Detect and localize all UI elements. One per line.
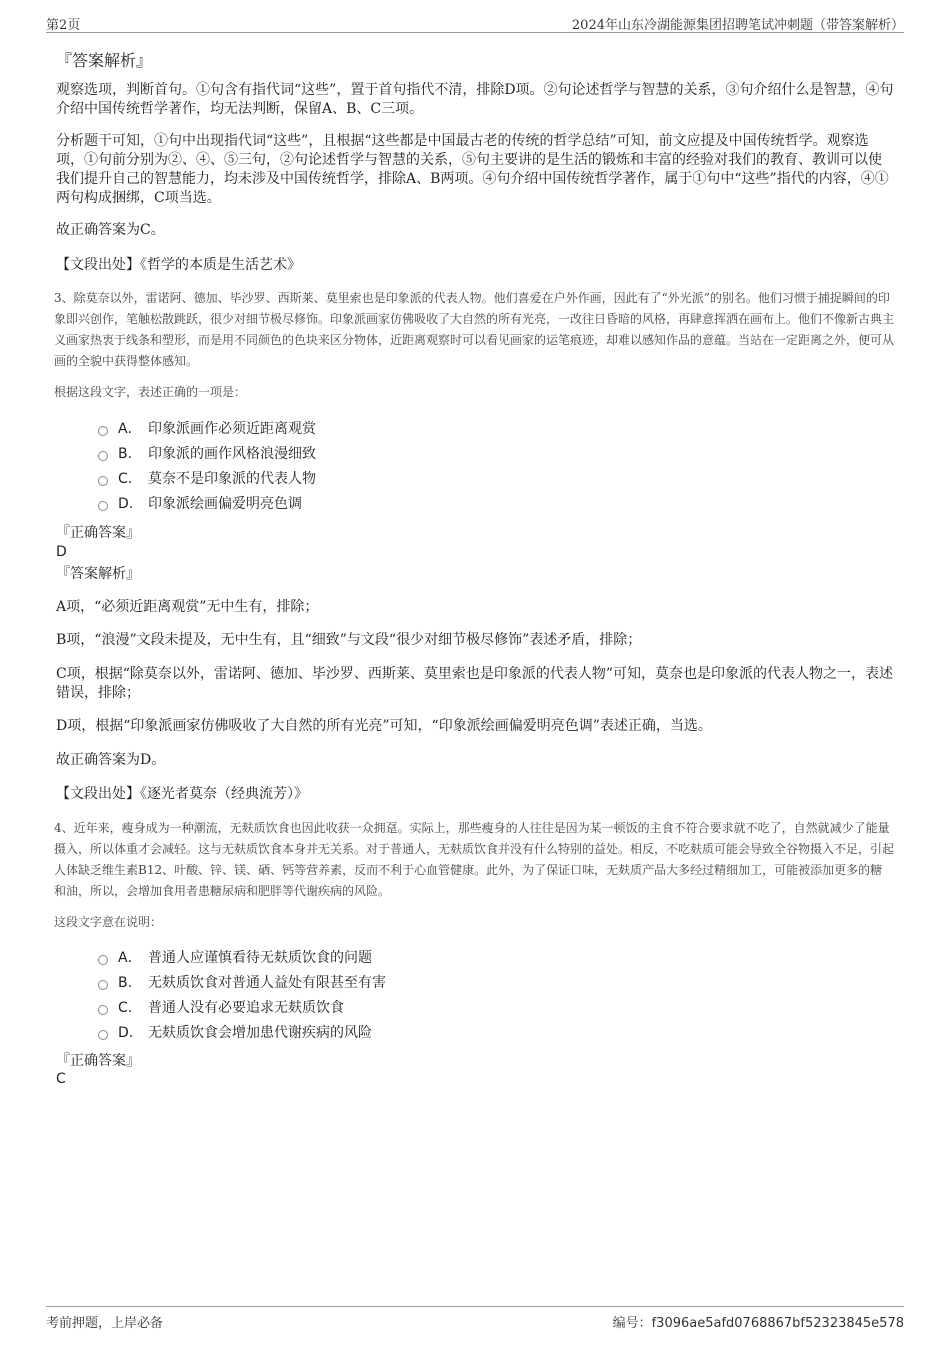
q3-prompt: 根据这段文字，表述正确的一项是： bbox=[54, 385, 247, 399]
q3-stem: 3、除莫奈以外，雷诺阿、德加、毕沙罗、西斯莱、莫里索也是印象派的代表人物。他们喜爱在户外作画，因此有了“外光派”的别名。他们习惯于捕捉瞬间的印象即兴创作，笔触松散跳跃，很少对细节极尽修饰。印象派画家仿佛吸收了大自然的所有光亮，一改往日昏暗的风格，再肆意挥洒在画布上。他们不像新古典主义画家热衷于线条和塑形，而是用不同颜色的色块来区分物体，近距离观察时可以看见画家的运笔痕迹，却难以感知作品的意蕴。当站在一定距离之外，便可从画的全貌中获得整体感知。 bbox=[54, 291, 895, 368]
page-number: 第2页 bbox=[46, 18, 81, 33]
q3-answer-label: 『正确答案』 bbox=[56, 525, 140, 541]
q3-options bbox=[98, 417, 894, 517]
q2-source: 【文段出处】《哲学的本质是生活艺术》 bbox=[56, 257, 301, 273]
q4-answer-label: 『正确答案』 bbox=[56, 1053, 140, 1069]
q4-option-c[interactable]: C. 普通人没有必要追求无麸质饮食 bbox=[98, 996, 894, 1021]
radio-button-icon[interactable] bbox=[98, 980, 108, 990]
q4-prompt: 这段文字意在说明： bbox=[54, 915, 163, 929]
radio-button-icon[interactable] bbox=[98, 1030, 108, 1040]
radio-button-icon[interactable] bbox=[98, 501, 108, 511]
document-title: 2024年山东冷湖能源集团招聘笔试冲刺题（带答案解析） bbox=[571, 18, 904, 33]
q3-option-b[interactable]: B. 印象派的画作风格浪漫细致 bbox=[98, 442, 894, 467]
radio-button-icon[interactable] bbox=[98, 476, 108, 486]
q2-analysis-paragraph-1: 观察选项，判断首句。①句含有指代词“这些”，置于首句指代不清，排除D项。②句论述哲学与智慧的关系，③句介绍什么是智慧，④句介绍中国传统哲学著作，均无法判断，保留A、B、C三项。 bbox=[56, 82, 894, 117]
q3-source: 【文段出处】《逐光者莫奈（经典流芳）》 bbox=[56, 786, 308, 802]
q4-stem: 4、近年来，瘦身成为一种潮流，无麸质饮食也因此收获一众拥趸。实际上，那些瘦身的人往往是因为某一顿饭的主食不符合要求就不吃了，自然就减少了能量摄入，所以体重才会减轻。这与无麸质饮食本身并无关系。对于普通人，无麸质饮食并没有什么特别的益处。相反，不吃麸质可能会导致全谷物摄入不足，引起人体缺乏维生素B12、叶酸、锌、镁、硒、钙等营养素，反而不利于心血管健康。此外，为了保证口味，无麸质产品大多经过精细加工，可能被添加更多的糖和油，所以，会增加食用者患糖尿病和肥胖等代谢疾病的风险。 bbox=[54, 821, 895, 898]
radio-button-icon[interactable] bbox=[98, 955, 108, 965]
q3-analysis-b: B项，“浪漫”文段未提及，无中生有，且“细致”与文段“很少对细节极尽修饰”表述矛盾，排除； bbox=[56, 632, 642, 648]
q3-analysis-label: 『答案解析』 bbox=[56, 566, 140, 582]
q3-conclusion: 故正确答案为D。 bbox=[56, 752, 166, 768]
q2-conclusion: 故正确答案为C。 bbox=[56, 222, 165, 238]
q2-analysis-label: 『答案解析』 bbox=[56, 51, 153, 70]
footer-slogan: 考前押题，上岸必备 bbox=[46, 1316, 164, 1331]
q3-analysis-c: C项，根据“除莫奈以外，雷诺阿、德加、毕沙罗、西斯莱、莫里索也是印象派的代表人物”可知，莫奈也是印象派的代表人物之一，表述错误，排除； bbox=[56, 666, 894, 701]
q3-option-d[interactable]: D. 印象派绘画偏爱明亮色调 bbox=[98, 492, 894, 517]
q4-options bbox=[98, 946, 894, 1046]
page-header bbox=[46, 12, 904, 33]
q3-answer: D bbox=[56, 544, 67, 560]
q2-analysis-paragraph-2: 分析题干可知，①句中出现指代词“这些”，且根据“这些都是中国最古老的传统的哲学总结”可知，前文应提及中国传统哲学。观察选项，①句前分别为②、④、⑤三句，②句论述哲学与智慧的关系，⑤句主要讲的是生活的锻炼和丰富的经验对我们的教育、教训可以使我们提升自己的智慧能力，均未涉及中国传统哲学，排除A、B两项。④句介绍中国传统哲学著作，属于①句中“这些”指代的内容，④①两句构成捆绑，C项当选。 bbox=[56, 133, 889, 206]
radio-button-icon[interactable] bbox=[98, 1005, 108, 1015]
radio-button-icon[interactable] bbox=[98, 426, 108, 436]
q3-analysis-d: D项，根据“印象派画家仿佛吸收了大自然的所有光亮”可知，“印象派绘画偏爱明亮色调”表述正确，当选。 bbox=[56, 718, 712, 734]
q3-analysis-a: A项，“必须近距离观赏”无中生有，排除； bbox=[56, 599, 319, 615]
q4-option-a[interactable]: A． 普通人应谨慎看待无麸质饮食的问题 bbox=[98, 946, 894, 971]
q4-option-b[interactable]: B. 无麸质饮食对普通人益处有限甚至有害 bbox=[98, 971, 894, 996]
radio-button-icon[interactable] bbox=[98, 451, 108, 461]
page-footer bbox=[46, 1306, 904, 1329]
q3-option-a[interactable]: A． 印象派画作必须近距离观赏 bbox=[98, 417, 894, 442]
q3-option-c[interactable]: C. 莫奈不是印象派的代表人物 bbox=[98, 467, 894, 492]
q4-answer: C bbox=[56, 1071, 66, 1087]
q4-option-d[interactable]: D. 无麸质饮食会增加患代谢疾病的风险 bbox=[98, 1021, 894, 1046]
document-code: 编号：f3096ae5afd0768867bf52323845e578 bbox=[612, 1316, 904, 1331]
